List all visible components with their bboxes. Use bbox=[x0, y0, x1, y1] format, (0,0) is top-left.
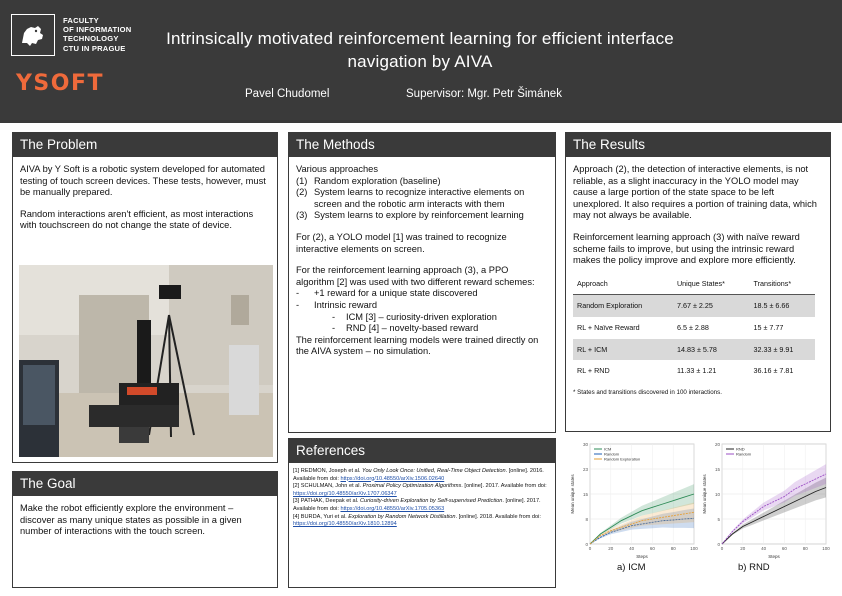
supervisor-name: Supervisor: Mgr. Petr Šimánek bbox=[406, 88, 562, 100]
y-axis-label: Mean unique states bbox=[570, 474, 575, 514]
approach-item bbox=[296, 210, 548, 222]
goal-section bbox=[12, 496, 278, 588]
methods-section bbox=[288, 157, 556, 433]
reference-authors: [3] PATHAK, Deepak et al. bbox=[293, 498, 360, 505]
problem-section bbox=[12, 157, 278, 463]
reference-item bbox=[293, 514, 551, 529]
faculty-line: FACULTY bbox=[63, 16, 99, 25]
table-row bbox=[573, 339, 815, 361]
x-tick-label: 60 bbox=[649, 546, 655, 551]
problem-paragraph: AIVA by Y Soft is a robotic system developed for automated testing of touch screen devices. These tests, however, must be manually prepared. bbox=[20, 164, 266, 198]
x-tick-label: 20 bbox=[608, 546, 614, 551]
poster-header bbox=[0, 0, 842, 123]
reference-link[interactable]: https://doi.org/10.48550/arXiv.1705.05363 bbox=[340, 505, 445, 512]
reference-link[interactable]: https://doi.org/10.48550/arXiv.1506.02640 bbox=[340, 475, 445, 482]
table-cell: 14.83 ± 5.78 bbox=[673, 339, 750, 361]
table-cell: 11.33 ± 1.21 bbox=[676, 366, 717, 376]
lion-icon bbox=[18, 21, 48, 49]
x-axis-label: Steps bbox=[636, 554, 648, 559]
methods-final-paragraph: The reinforcement learning models were trained directly on the AIVA system – no simulation. bbox=[296, 334, 539, 357]
y-tick-label: 0 bbox=[717, 542, 720, 547]
aiva-robot-photo bbox=[19, 265, 273, 457]
results-paragraph: Approach (2), the detection of interactive elements, is not reliable, as a slight inaccuracy in the YOLO model may cause a large portion of the state space to be left unexplored. It also requires a portion of training data, which may not always be available. bbox=[573, 164, 817, 221]
y-tick-label: 8 bbox=[585, 517, 588, 522]
table-header-cell: Unique States* bbox=[673, 273, 750, 295]
list-dash: - bbox=[332, 323, 336, 334]
references-section bbox=[288, 463, 556, 588]
faculty-line: TECHNOLOGY bbox=[63, 34, 119, 44]
reference-title: Proximal Policy Optimization Algorithms bbox=[362, 483, 462, 490]
y-tick-label: 20 bbox=[714, 442, 720, 447]
faculty-name bbox=[63, 16, 131, 53]
reference-source: . [online]. 2016. Available from doi: bbox=[293, 468, 544, 482]
approach-text: Random exploration (baseline) bbox=[314, 175, 441, 186]
reference-title: You Only Look Once: Unified, Real-Time Object Detection bbox=[362, 468, 506, 474]
x-tick-label: 100 bbox=[690, 546, 698, 551]
x-tick-label: 80 bbox=[802, 546, 808, 551]
approach-number: (1) bbox=[296, 175, 308, 186]
goal-heading: The Goal bbox=[12, 471, 278, 496]
y-tick-label: 5 bbox=[717, 517, 720, 522]
reference-item bbox=[293, 498, 551, 513]
ysoft-logo: YSOFT bbox=[16, 71, 105, 96]
poster-title: Intrinsically motivated reinforcement learning for efficient interface navigation by AIVA bbox=[166, 29, 674, 71]
table-cell: RL + ICM bbox=[573, 339, 673, 361]
table-header-row bbox=[573, 273, 815, 295]
intrinsic-reward-item bbox=[332, 323, 548, 335]
table-cell: 7.67 ± 2.25 bbox=[673, 295, 750, 317]
x-tick-label: 40 bbox=[761, 546, 767, 551]
y-tick-label: 30 bbox=[582, 442, 588, 447]
reference-authors: [4] BURDA, Yuri et al. bbox=[293, 513, 349, 520]
table-footnote: * States and transitions discovered in 100 interactions. bbox=[573, 388, 722, 396]
faculty-line: OF INFORMATION bbox=[63, 25, 132, 35]
author-name: Pavel Chudomel bbox=[245, 88, 330, 100]
reference-link[interactable]: https://doi.org/10.48550/arXiv.1707.06347 bbox=[293, 490, 397, 497]
intrinsic-reward-text: RND [4] – novelty-based reward bbox=[346, 323, 479, 334]
list-dash: - bbox=[332, 311, 336, 322]
reward-scheme-text: +1 reward for a unique state discovered bbox=[314, 288, 478, 299]
legend-label: Random bbox=[736, 451, 752, 457]
table-cell: RL + Naïve Reward bbox=[577, 322, 640, 332]
approach-number: (2) bbox=[296, 187, 308, 198]
reference-title: Curiosity-driven Exploration by Self-supervised Prediction bbox=[359, 498, 503, 505]
table-cell: 36.16 ± 7.81 bbox=[753, 366, 794, 376]
table-row bbox=[573, 295, 815, 317]
rnd-chart-caption: b) RND bbox=[738, 562, 770, 573]
approach-text: System learns to recognize interactive elements on screen and the robotic arm interacts with them bbox=[314, 187, 525, 209]
y-tick-label: 15 bbox=[714, 467, 720, 472]
problem-paragraph: Random interactions aren't efficient, as most interactions with touchscreen do not change the state of device. bbox=[20, 208, 254, 231]
approach-list bbox=[296, 176, 548, 222]
rnd-learning-curve-chart bbox=[700, 438, 832, 560]
y-tick-label: 23 bbox=[582, 467, 588, 472]
table-row bbox=[573, 360, 815, 382]
reference-source: . [online]. 2018. Available from doi: bbox=[455, 513, 541, 520]
approach-item bbox=[296, 176, 548, 188]
icm-learning-curve-chart bbox=[568, 438, 700, 560]
faculty-line: CTU IN PRAGUE bbox=[63, 43, 126, 53]
x-tick-label: 0 bbox=[588, 546, 592, 551]
reward-scheme-item bbox=[296, 300, 548, 312]
table-cell: Random Exploration bbox=[573, 295, 673, 317]
intrinsic-reward-list bbox=[296, 312, 548, 335]
table-header-cell: Transitions* bbox=[749, 273, 815, 295]
y-tick-label: 15 bbox=[582, 492, 588, 497]
reference-source: . [online]. 2017. Available from doi: bbox=[461, 483, 547, 490]
reward-scheme-text: Intrinsic reward bbox=[314, 299, 378, 310]
reference-item bbox=[293, 468, 551, 483]
results-paragraph: Reinforcement learning approach (3) with naïve reward scheme fails to improve, but using the intrinsic reward makes the policy improve and explore more efficiently. bbox=[573, 231, 800, 266]
methods-intro: Various approaches bbox=[296, 164, 379, 174]
approach-text: System learns to explore by reinforcement learning bbox=[314, 210, 524, 221]
reference-link[interactable]: https://doi.org/10.48550/arXiv.1810.12894 bbox=[293, 521, 397, 528]
references-heading: References bbox=[288, 438, 556, 463]
approach-number: (3) bbox=[296, 210, 308, 221]
ppo-paragraph: For the reinforcement learning approach (3), a PPO algorithm [2] was used with two different reward schemes: bbox=[296, 265, 535, 287]
reference-item bbox=[293, 483, 551, 498]
results-table bbox=[573, 273, 815, 382]
reference-authors: [2] SCHULMAN, John et al. bbox=[293, 483, 363, 490]
list-dash: - bbox=[296, 288, 300, 299]
legend-label: Random Exploration bbox=[604, 456, 641, 462]
reward-scheme-item bbox=[296, 288, 548, 300]
table-cell: 15 ± 7.77 bbox=[753, 322, 784, 332]
y-tick-label: 10 bbox=[714, 492, 720, 497]
approach-item bbox=[296, 187, 548, 210]
x-tick-label: 80 bbox=[670, 546, 676, 551]
ctu-logo bbox=[11, 14, 55, 56]
legend-label: Random bbox=[604, 451, 620, 457]
results-heading: The Results bbox=[565, 132, 831, 157]
list-dash: - bbox=[296, 299, 300, 310]
table-row bbox=[573, 317, 815, 339]
x-tick-label: 40 bbox=[629, 546, 635, 551]
legend-label: RND bbox=[736, 446, 745, 452]
table-header-cell: Approach bbox=[573, 273, 673, 295]
y-tick-label: 0 bbox=[585, 542, 588, 547]
y-axis-label: Mean unique states bbox=[702, 474, 707, 514]
table-cell: 32.33 ± 9.91 bbox=[749, 339, 815, 361]
icm-chart-caption: a) ICM bbox=[617, 562, 646, 573]
reward-scheme-list bbox=[296, 288, 548, 311]
table-cell: 6.5 ± 2.88 bbox=[676, 322, 709, 332]
yolo-paragraph: For (2), a YOLO model [1] was trained to recognize interactive elements on screen. bbox=[296, 231, 507, 254]
intrinsic-reward-item bbox=[332, 312, 548, 324]
table-cell: 18.5 ± 6.66 bbox=[749, 295, 815, 317]
goal-text: Make the robot efficiently explore the environment – discover as many unique states as possible in a given number of interactions with the touch screen. bbox=[20, 503, 242, 537]
reference-source: . [online]. 2017. Available from doi: bbox=[293, 498, 541, 512]
x-tick-label: 0 bbox=[720, 546, 724, 551]
intrinsic-reward-text: ICM [3] – curiosity-driven exploration bbox=[346, 311, 497, 322]
x-axis-label: Steps bbox=[768, 554, 780, 559]
reference-title: Exploration by Random Network Distillation bbox=[348, 513, 456, 520]
methods-heading: The Methods bbox=[288, 132, 556, 157]
problem-heading: The Problem bbox=[12, 132, 278, 157]
x-tick-label: 20 bbox=[740, 546, 746, 551]
table-cell: RL + RND bbox=[577, 366, 610, 376]
legend-label: ICM bbox=[604, 446, 612, 452]
results-section bbox=[565, 157, 831, 432]
reference-authors: [1] REDMON, Joseph et al. bbox=[293, 468, 363, 474]
x-tick-label: 60 bbox=[781, 546, 787, 551]
x-tick-label: 100 bbox=[822, 546, 830, 551]
